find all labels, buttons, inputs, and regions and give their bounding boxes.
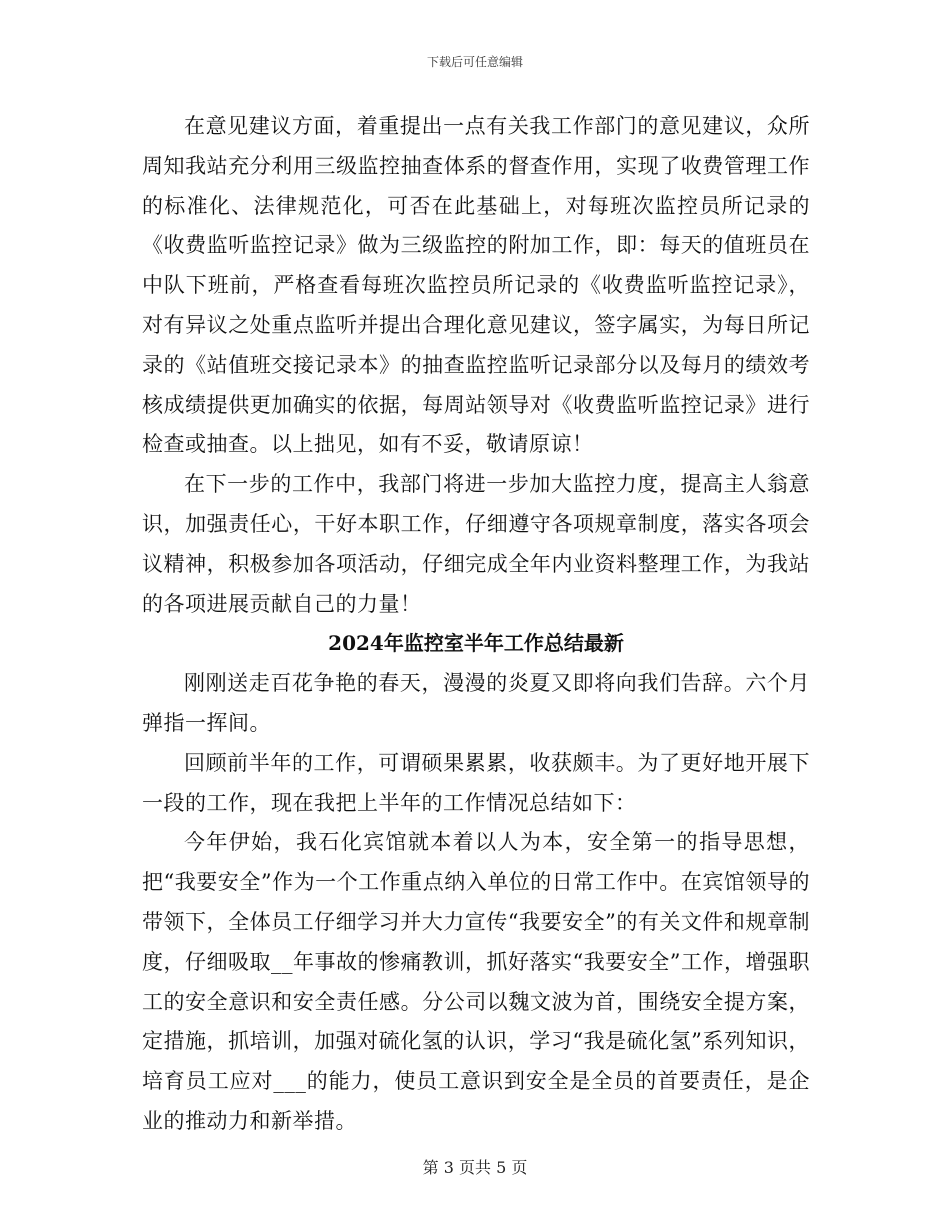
paragraph-review: 回顾前半年的工作，可谓硕果累累，收获颇丰。为了更好地开展下一段的工作，现在我把上半年的工作情况总结如下： bbox=[142, 750, 810, 815]
paragraph-suggestions: 在意见建议方面，着重提出一点有关我工作部门的意见建议，众所周知我站充分利用三级监控抽查体系的督查作用，实现了收费管理工作的标准化、法律规范化，可否在此基础上，对每班次监控员所记录的《收费监听监控记录》做为三级监控的附加工作，即：每天的值班员在中队下班前，严格查看每班次监控员所记录的《收费监听监控记录》，对有异议之处重点监听并提出合理化意见建议，签字属实，为每日所记录的《站值班交接记录本》的抽查监控监听记录部分以及每月的绩效考核成绩提供更加确实的依据，每周站领导对《收费监听监控记录》进行检查或抽查。以上拙见，如有不妥，敬请原谅！ bbox=[142, 114, 810, 457]
paragraph-safety: 今年伊始，我石化宾馆就本着以人为本，安全第一的指导思想，把“我要安全”作为一个工作重点纳入单位的日常工作中。在宾馆领导的带领下，全体员工仔细学习并大力宣传“我要安全”的有关文件和规章制度，仔细吸取__年事故的惨痛教训，抓好落实“我要安全”工作，增强职工的安全意识和安全责任感。分公司以魏文波为首，围绕安全提方案，定措施，抓培训，加强对硫化氢的认识，学习“我是硫化氢”系列知识，培育员工应对___的能力，使员工意识到安全是全员的首要责任，是企业的推动力和新举措。 bbox=[142, 830, 810, 1133]
page-header: 下载后可任意编辑 bbox=[426, 55, 523, 69]
paragraph-intro: 刚刚送走百花争艳的春天，漫漫的炎夏又即将向我们告辞。六个月弹指一挥间。 bbox=[142, 671, 810, 735]
page-footer: 第 3 页共 5 页 bbox=[422, 1158, 528, 1177]
section-title: 2024年监控室半年工作总结最新 bbox=[328, 631, 624, 656]
document-body bbox=[142, 107, 810, 1142]
paragraph-next-steps: 在下一步的工作中，我部门将进一步加大监控力度，提高主人翁意识，加强责任心，干好本职工作，仔细遵守各项规章制度，落实各项会议精神，积极参加各项活动，仔细完成全年内业资料整理工作，为我站的各项进展贡献自己的力量！ bbox=[142, 472, 810, 616]
